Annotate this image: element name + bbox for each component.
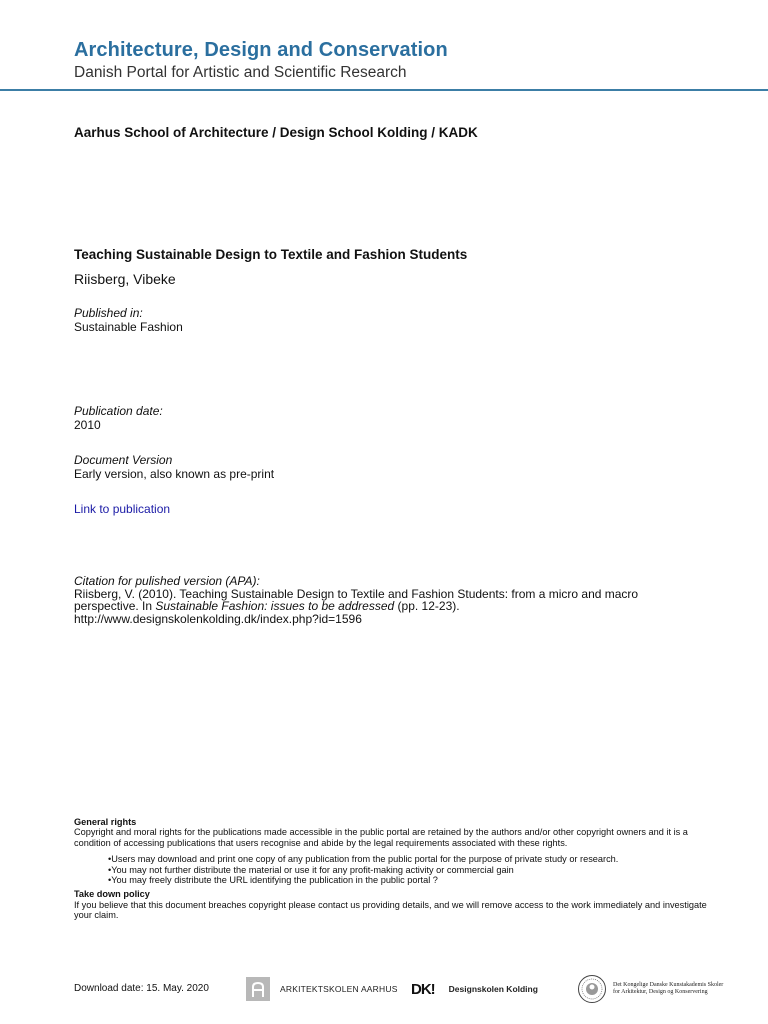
download-date: Download date: 15. May. 2020 — [74, 983, 209, 994]
citation-block — [74, 575, 714, 625]
aarhus-logo-name: ARKITEKTSKOLEN AARHUS — [280, 984, 398, 994]
authors: Riisberg, Vibeke — [74, 271, 176, 287]
published-in-block — [74, 306, 183, 334]
citation-label: Citation for pulished version (APA): — [74, 574, 260, 588]
published-in-label: Published in: — [74, 306, 143, 320]
kolding-logo — [411, 979, 538, 999]
citation-url: http://www.designskolenkolding.dk/index.php?id=1596 — [74, 611, 362, 626]
citation-book-title: Sustainable Fashion: issues to be addressed — [155, 599, 395, 613]
published-in-value: Sustainable Fashion — [74, 320, 183, 334]
institutions: Aarhus School of Architecture / Design School Kolding / KADK — [74, 125, 478, 140]
kadk-logo-line-2: for Arkitektur, Design og Konservering — [613, 989, 708, 995]
citation-line-2 — [74, 600, 714, 613]
rights-block — [74, 817, 724, 921]
portal-subtitle: Danish Portal for Artistic and Scientific Research — [74, 64, 407, 81]
aarhus-logo-icon — [246, 977, 270, 1001]
kadk-logo-line-1: Det Kongelige Danske Kunstakademis Skoler — [613, 982, 724, 988]
general-rights-text: Copyright and moral rights for the publications made accessible in the public portal are retained by the authors and/or other copyright owners and it is a condition of accessing publications that users recognise and abide by the legal requirements associated with these rights. — [74, 827, 688, 848]
paper-title: Teaching Sustainable Design to Textile and Fashion Students — [74, 247, 468, 262]
kolding-logo-mark: DK! — [411, 980, 435, 998]
publication-date-label: Publication date: — [74, 404, 163, 418]
citation-line-2-suffix: (pp. 12-23). — [394, 599, 460, 613]
rights-bullet: • Users may download and print one copy of any publication from the public portal for the purpose of private study or research. — [108, 854, 724, 864]
header-divider — [0, 89, 768, 91]
takedown-heading: Take down policy — [74, 889, 150, 900]
kolding-logo-name: Designskolen Kolding — [448, 984, 538, 994]
kadk-logo — [577, 974, 733, 1004]
portal-title: Architecture, Design and Conservation — [74, 39, 448, 61]
link-to-publication[interactable]: Link to publication — [74, 502, 171, 516]
citation-line-1: Riisberg, V. (2010). Teaching Sustainable Design to Textile and Fashion Students: from a micro and macro — [74, 586, 639, 601]
kadk-seal-icon — [577, 974, 607, 1004]
citation-line-2-prefix: perspective. In — [74, 599, 156, 613]
publication-date-block — [74, 404, 163, 432]
takedown-text: If you believe that this document breaches copyright please contact us providing details, and we will remove access to the work immediately and investigate your claim. — [74, 899, 707, 921]
kadk-logo-name — [613, 982, 733, 996]
general-rights-heading: General rights — [74, 817, 137, 827]
aarhus-logo — [246, 977, 398, 1001]
rights-list — [108, 854, 724, 885]
document-version-block — [74, 453, 274, 481]
document-version-value: Early version, also known as pre-print — [74, 467, 275, 481]
rights-bullet: • You may not further distribute the material or use it for any profit-making activity or commercial gain — [108, 865, 724, 875]
rights-bullet: • You may freely distribute the URL identifying the publication in the public portal ? — [108, 875, 724, 885]
document-version-label: Document Version — [74, 453, 173, 467]
publication-date-value: 2010 — [74, 418, 101, 432]
